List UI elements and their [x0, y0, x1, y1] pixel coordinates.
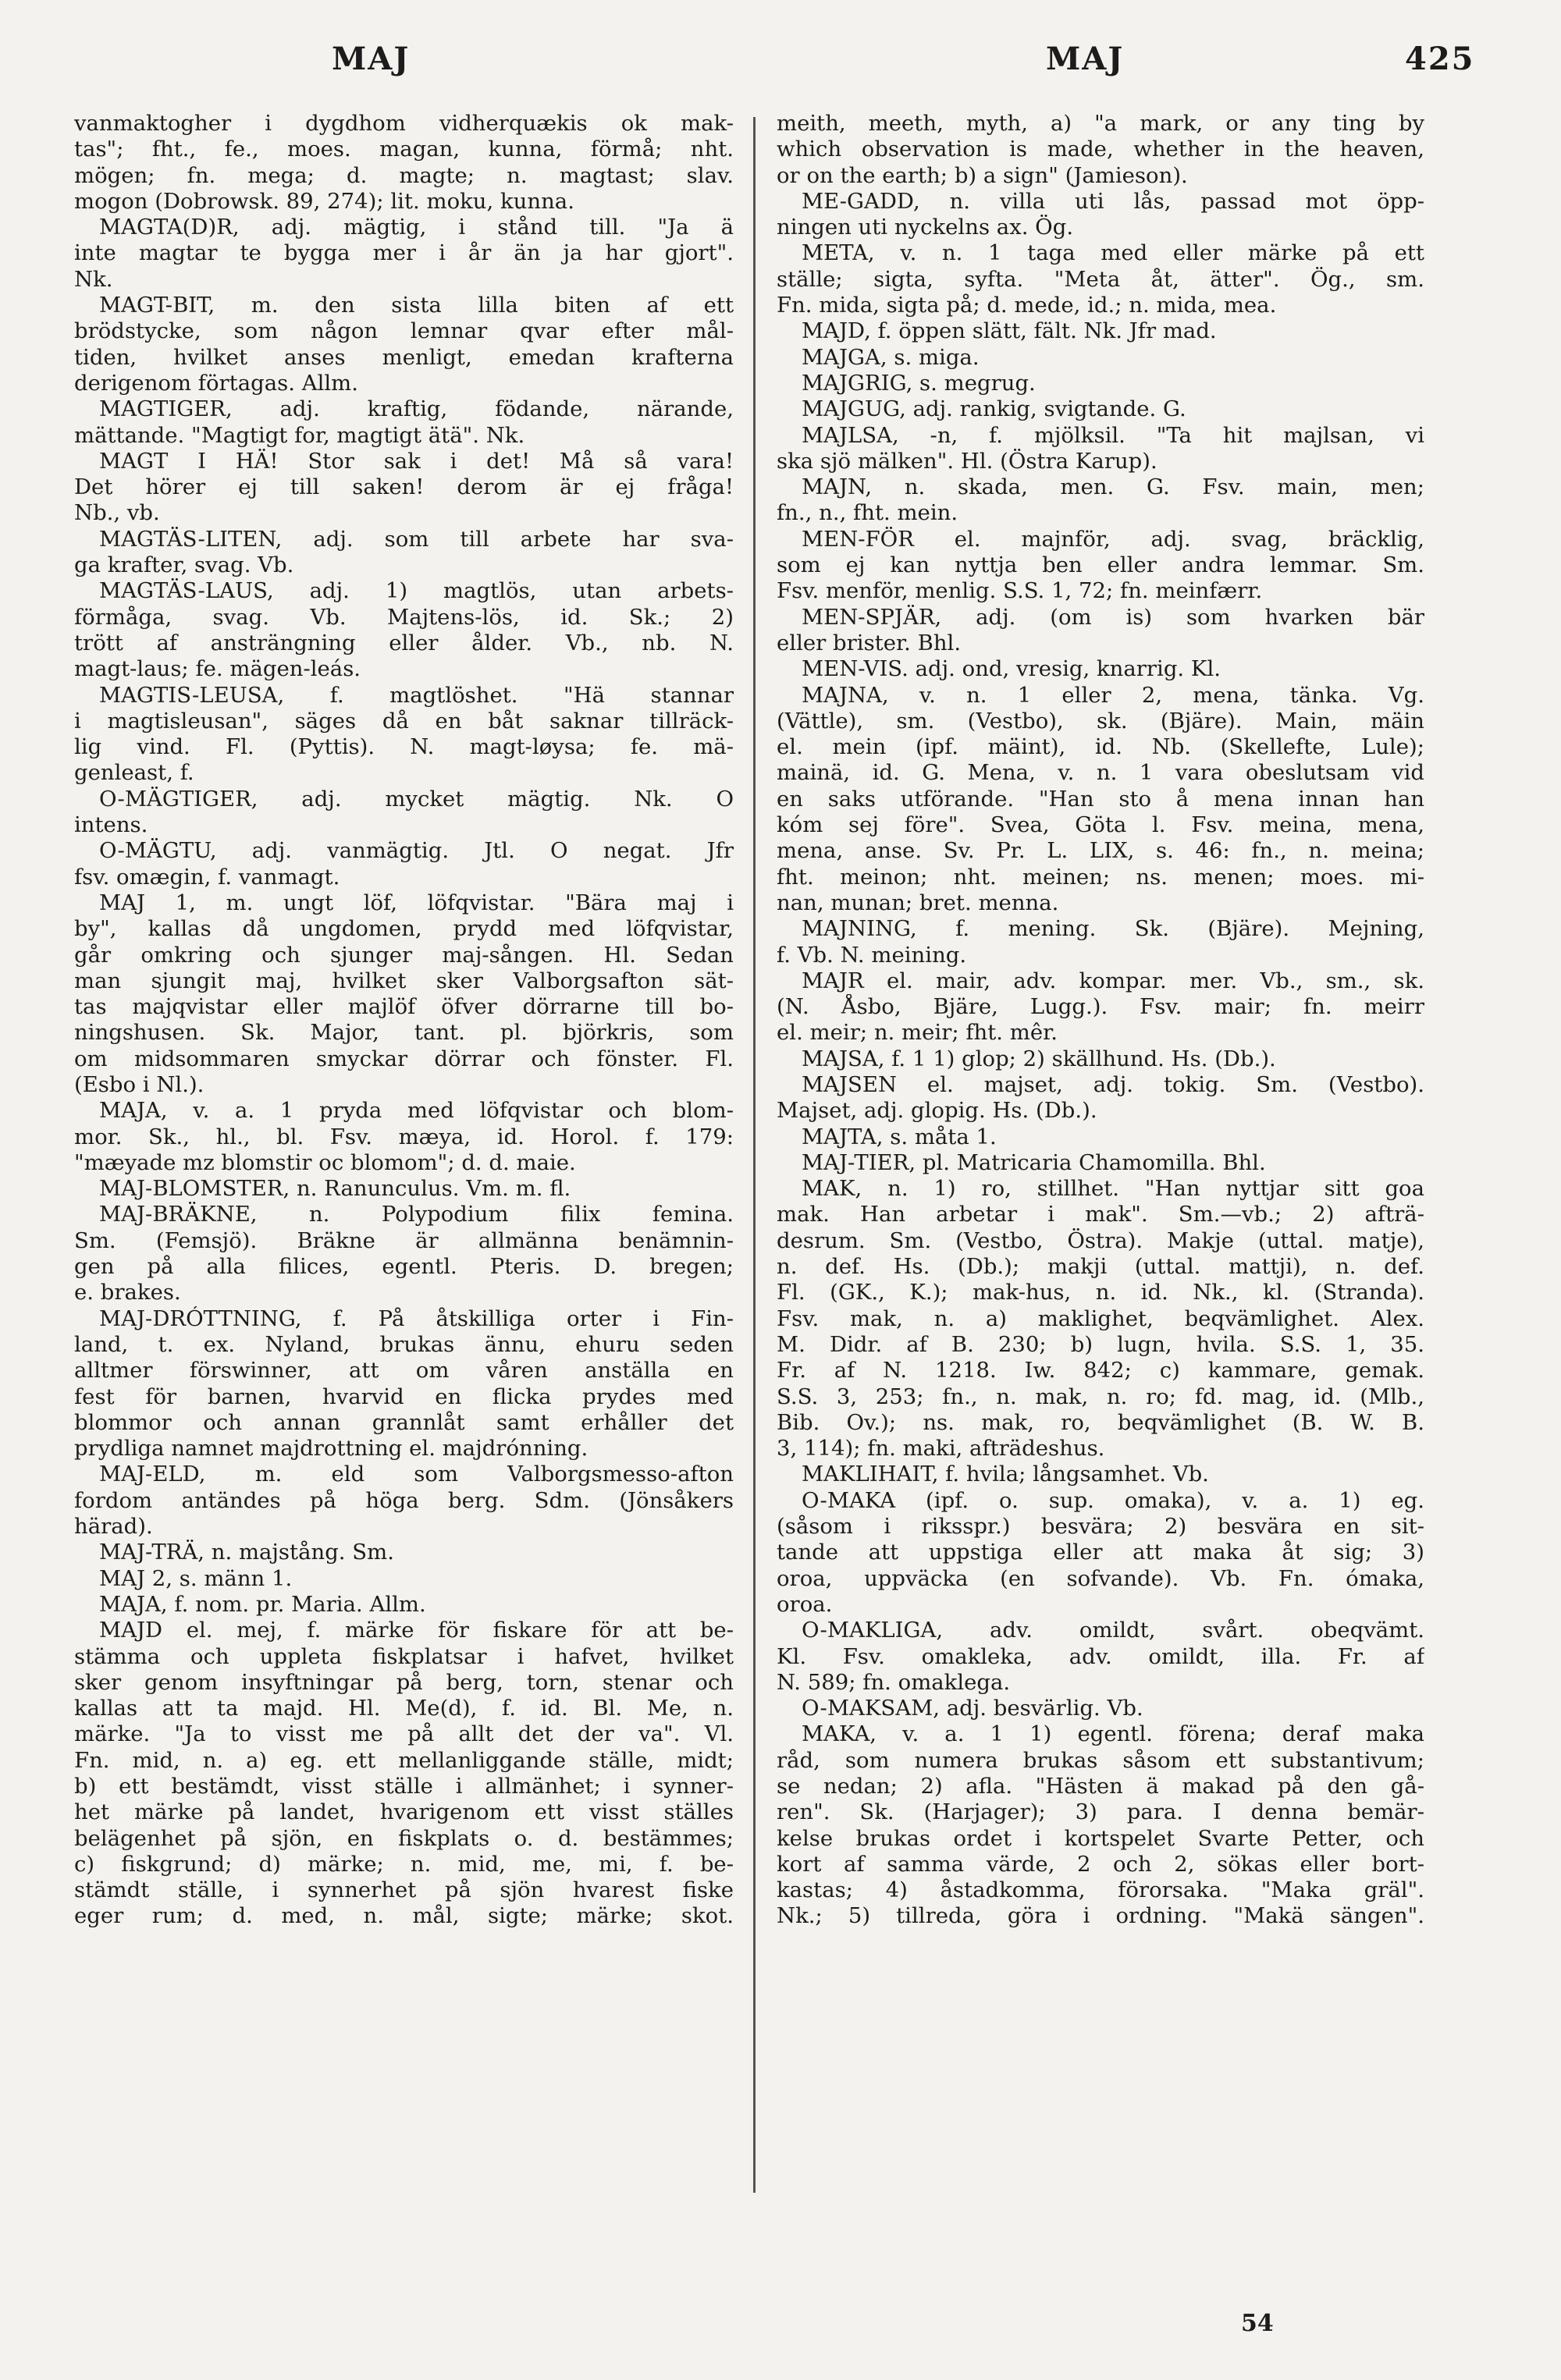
text-line: eger rum; d. med, n. mål, sigte; märke; skot.	[74, 1903, 734, 1929]
text-line: tiden, hvilket anses menligt, emedan krafterna	[74, 344, 734, 370]
text-line: mor. Sk., hl., bl. Fsv. mæya, id. Horol. f. 179:	[74, 1124, 734, 1149]
text-line: MAJ-TIER, pl. Matricaria Chamomilla. Bhl.	[802, 1149, 1266, 1175]
text-line: mättande. "Magtigt for, magtigt ätä". Nk.	[74, 422, 525, 448]
text-line: derigenom förtagas. Allm.	[74, 370, 358, 396]
text-line: c) fiskgrund; d) märke; n. mid, me, mi, f. be-	[74, 1851, 734, 1877]
text-line: i magtisleusan", säges då en båt saknar tillräck-	[74, 708, 734, 734]
text-line: MAJSA, f. 1 1) glop; 2) skällhund. Hs. (Db.).	[802, 1046, 1276, 1071]
text-line: Fn. mida, sigta på; d. mede, id.; n. mida, mea.	[777, 293, 1277, 318]
text-line: Bib. Ov.); ns. mak, ro, beqvämlighet (B. W. B.	[777, 1409, 1424, 1435]
text-line: MAJA, v. a. 1 pryda med löfqvistar och blom-	[99, 1098, 734, 1124]
text-line: MEN-SPJÄR, adj. (om is) som hvarken bär	[802, 604, 1424, 630]
text-line: O-MAKSAM, adj. besvärlig. Vb.	[802, 1696, 1143, 1721]
text-line: Fsv. mak, n. a) maklighet, beqvämlighet. Alex.	[777, 1305, 1424, 1331]
text-line: inte magtar te bygga mer i år än ja har gjort".	[74, 240, 734, 266]
text-line: se nedan; 2) afla. "Hästen ä makad på den gå-	[777, 1774, 1424, 1799]
text-line: intens.	[74, 812, 148, 838]
text-line: e. brakes.	[74, 1280, 181, 1305]
text-line: het märke på landet, hvarigenom ett visst ställes	[74, 1799, 734, 1825]
running-head-left: MAJ	[332, 41, 411, 77]
text-line: prydliga namnet majdrottning el. majdrónning.	[74, 1436, 588, 1462]
text-line: MAGTÄS-LITEN, adj. som till arbete har sva-	[99, 526, 734, 552]
text-line: MAJR el. mair, adv. kompar. mer. Vb., sm., sk.	[802, 968, 1424, 993]
text-line: ME-GADD, n. villa uti lås, passad mot öpp-	[802, 188, 1424, 214]
text-line: sker genom insyftningar på berg, torn, stenar och	[74, 1669, 734, 1695]
text-line: MAGTÄS-LAUS, adj. 1) magtlös, utan arbets-	[99, 578, 734, 604]
text-line: MAK, n. 1) ro, stillhet. "Han nyttjar sitt goa	[802, 1176, 1424, 1202]
text-line: Det hörer ej till saken! derom är ej fråga!	[74, 474, 734, 500]
text-line: om midsommaren smyckar dörrar och fönster. Fl.	[74, 1046, 734, 1071]
text-line: Fr. af N. 1218. Iw. 842; c) kammare, gemak.	[777, 1358, 1424, 1384]
text-line: MAJ-BLOMSTER, n. Ranunculus. Vm. m. fl.	[99, 1176, 571, 1202]
text-line: brödstycke, som någon lemnar qvar efter mål-	[74, 318, 734, 344]
text-line: råd, som numera brukas såsom ett substantivum;	[777, 1747, 1424, 1773]
text-line: kóm sej före". Svea, Göta l. Fsv. meina, mena,	[777, 812, 1424, 838]
text-line: ningshusen. Sk. Major, tant. pl. björkris, som	[74, 1020, 734, 1046]
text-line: stämdt ställe, i synnerhet på sjön hvarest fiske	[74, 1877, 734, 1903]
text-line: O-MAKLIGA, adv. omildt, svårt. obeqvämt.	[802, 1618, 1424, 1643]
text-line: MAKA, v. a. 1 1) egentl. förena; deraf maka	[802, 1721, 1424, 1747]
text-line: lig vind. Fl. (Pyttis). N. magt-løysa; fe. mä-	[74, 734, 734, 760]
text-line: mak. Han arbetar i mak". Sm.—vb.; 2) afträ-	[777, 1202, 1424, 1227]
text-line: oroa.	[777, 1591, 833, 1617]
text-line: MAKLIHAIT, f. hvila; långsamhet. Vb.	[802, 1462, 1209, 1487]
text-line: land, t. ex. Nyland, brukas ännu, ehuru seden	[74, 1331, 734, 1357]
text-line: MEN-VIS. adj. ond, vresig, knarrig. Kl.	[802, 656, 1221, 682]
text-line: MAJGUG, adj. rankig, svigtande. G.	[802, 396, 1186, 422]
page-number: 425	[1405, 41, 1475, 77]
text-line: O-MÄGTIGER, adj. mycket mägtig. Nk. O	[99, 786, 734, 812]
text-line: kallas att ta majd. Hl. Me(d), f. id. Bl. Me, n.	[74, 1696, 734, 1721]
text-line: (såsom i riksspr.) besvära; 2) besvära en sit-	[777, 1514, 1424, 1540]
text-line: M. Didr. af B. 230; b) lugn, hvila. S.S. 1, 35.	[777, 1331, 1424, 1357]
text-line: MAJTA, s. måta 1.	[802, 1124, 997, 1149]
text-line: el. mein (ipf. mäint), id. Nb. (Skellefte, Lule);	[777, 734, 1424, 760]
text-line: MEN-FÖR el. majnför, adj. svag, bräcklig,	[802, 526, 1424, 552]
text-line: kort af samma värde, 2 och 2, sökas eller bort-	[777, 1851, 1424, 1877]
text-line: MAGTA(D)R, adj. mägtig, i stånd till. "Ja ä	[99, 215, 734, 240]
text-line: MAJNA, v. n. 1 eller 2, mena, tänka. Vg.	[802, 682, 1424, 708]
text-line: MAJ 2, s. männ 1.	[99, 1565, 293, 1591]
text-line: f. Vb. N. meining.	[777, 942, 967, 968]
text-line: härad).	[74, 1514, 153, 1540]
text-line: man sjungit maj, hvilket sker Valborgsafton sät-	[74, 968, 734, 993]
text-line: desrum. Sm. (Vestbo, Östra). Makje (uttal. matje),	[777, 1227, 1424, 1253]
text-line: tande att uppstiga eller att maka åt sig; 3)	[777, 1540, 1424, 1565]
text-line: alltmer förswinner, att om våren anställa en	[74, 1358, 734, 1384]
text-line: fht. meinon; nht. meinen; ns. menen; moes. mi-	[777, 864, 1424, 890]
text-line: Nk.; 5) tillreda, göra i ordning. "Makä sängen".	[777, 1903, 1424, 1929]
text-line: trött af ansträngning eller ålder. Vb., nb. N.	[74, 630, 734, 655]
text-line: meith, meeth, myth, a) "a mark, or any ting by	[777, 111, 1424, 136]
text-line: kelse brukas ordet i kortspelet Svarte Petter, och	[777, 1825, 1424, 1851]
text-line: Fsv. menför, menlig. S.S. 1, 72; fn. meinfærr.	[777, 578, 1263, 604]
text-line: MAGT I HÄ! Stor sak i det! Må så vara!	[99, 448, 734, 474]
text-line: META, v. n. 1 taga med eller märke på ett	[802, 240, 1424, 266]
left-column	[74, 111, 734, 1930]
text-line: fn., n., fht. mein.	[777, 500, 958, 526]
text-line: MAJ-DRÓTTNING, f. På åtskilliga orter i Fin-	[99, 1305, 734, 1331]
text-line: tas majqvistar eller majlöf öfver dörrarne till bo-	[74, 994, 734, 1020]
text-line: mogon (Dobrowsk. 89, 274); lit. moku, kunna.	[74, 188, 574, 214]
text-line: oroa, uppväcka (en sofvande). Vb. Fn. ómaka,	[777, 1565, 1424, 1591]
text-line: förmåga, svag. Vb. Majtens-lös, id. Sk.; 2)	[74, 604, 734, 630]
text-line: MAJD, f. öppen slätt, fält. Nk. Jfr mad.	[802, 318, 1217, 344]
text-line: which observation is made, whether in the heaven,	[777, 137, 1424, 162]
text-line: (N. Åsbo, Bjäre, Lugg.). Fsv. mair; fn. meirr	[777, 994, 1424, 1020]
text-line: nan, munan; bret. menna.	[777, 890, 1059, 915]
text-line: belägenhet på sjön, en fiskplats o. d. bestämmes;	[74, 1825, 734, 1851]
text-line: MAJ-BRÄKNE, n. Polypodium filix femina.	[99, 1202, 734, 1227]
text-line: by", kallas då ungdomen, prydd med löfqvistar,	[74, 916, 734, 942]
text-line: en saks utförande. "Han sto å mena innan han	[777, 786, 1424, 812]
text-line: MAJA, f. nom. pr. Maria. Allm.	[99, 1591, 426, 1617]
text-line: gen på alla filices, egentl. Pteris. D. bregen;	[74, 1254, 734, 1280]
text-line: Sm. (Femsjö). Bräkne är allmänna benämnin-	[74, 1227, 734, 1253]
text-line: 3, 114); fn. maki, afträdeshus.	[777, 1436, 1105, 1462]
text-line: MAJSEN el. majset, adj. tokig. Sm. (Vestbo).	[802, 1071, 1424, 1097]
text-line: MAJD el. mej, f. märke för fiskare för att be-	[99, 1618, 734, 1643]
text-line: fsv. omægin, f. vanmagt.	[74, 864, 340, 890]
text-line: O-MÄGTU, adj. vanmägtig. Jtl. O negat. Jfr	[99, 838, 734, 864]
text-line: mainä, id. G. Mena, v. n. 1 vara obeslutsam vid	[777, 760, 1424, 786]
text-line: N. 589; fn. omaklega.	[777, 1669, 1011, 1695]
text-line: ska sjö mälken". Hl. (Östra Karup).	[777, 448, 1157, 474]
text-line: ställe; sigta, syfta. "Meta åt, ätter". Ög., sm.	[777, 266, 1424, 292]
text-line: MAJ 1, m. ungt löf, löfqvistar. "Bära maj i	[99, 890, 734, 915]
right-column	[777, 111, 1424, 1930]
text-line: MAJ-ELD, m. eld som Valborgsmesso-afton	[99, 1462, 734, 1487]
column-divider	[753, 117, 756, 2193]
text-line: Fl. (GK., K.); mak-hus, n. id. Nk., kl. (Stranda).	[777, 1280, 1424, 1305]
text-line: MAJ-TRÄ, n. majstång. Sm.	[99, 1540, 394, 1565]
text-line: ningen uti nyckelns ax. Ög.	[777, 215, 1074, 240]
text-line: Kl. Fsv. omakleka, adv. omildt, illa. Fr. af	[777, 1643, 1424, 1669]
text-line: mena, anse. Sv. Pr. L. LIX, s. 46: fn., n. meina;	[777, 838, 1424, 864]
text-line: magt-laus; fe. mägen-leás.	[74, 656, 361, 682]
text-line: O-MAKA (ipf. o. sup. omaka), v. a. 1) eg.	[802, 1487, 1424, 1513]
text-line: MAGTIS-LEUSA, f. magtlöshet. "Hä stannar	[99, 682, 734, 708]
text-line: MAJGA, s. miga.	[802, 344, 980, 370]
text-line: märke. "Ja to visst me på allt det der va". Vl.	[74, 1721, 734, 1747]
text-line: ga krafter, svag. Vb.	[74, 552, 294, 578]
running-head-right: MAJ	[1046, 41, 1125, 77]
text-line: MAGTIGER, adj. kraftig, födande, närande,	[99, 396, 734, 422]
text-line: MAJN, n. skada, men. G. Fsv. main, men;	[802, 474, 1424, 500]
text-line: stämma och uppleta fiskplatsar i hafvet, hvilket	[74, 1643, 734, 1669]
text-line: (Esbo i Nl.).	[74, 1071, 204, 1097]
text-line: mögen; fn. mega; d. magte; n. magtast; slav.	[74, 162, 734, 188]
text-line: går omkring och sjunger maj-sången. Hl. Sedan	[74, 942, 734, 968]
text-line: n. def. Hs. (Db.); makji (uttal. mattji), n. def.	[777, 1254, 1424, 1280]
text-line: tas"; fht., fe., moes. magan, kunna, förmå; nht.	[74, 137, 734, 162]
text-line: vanmaktogher i dygdhom vidherquækis ok mak-	[74, 111, 734, 136]
text-line: Majset, adj. glopig. Hs. (Db.).	[777, 1098, 1097, 1124]
text-line: "mæyade mz blomstir oc blomom"; d. d. maie.	[74, 1149, 576, 1175]
text-line: fordom antändes på höga berg. Sdm. (Jönsåkers	[74, 1487, 734, 1513]
text-line: MAJGRIG, s. megrug.	[802, 370, 1036, 396]
text-line: MAJNING, f. mening. Sk. (Bjäre). Mejning,	[802, 916, 1424, 942]
text-line: eller brister. Bhl.	[777, 630, 962, 655]
text-line: or on the earth; b) a sign" (Jamieson).	[777, 162, 1188, 188]
text-line: Nk.	[74, 266, 113, 292]
text-line: b) ett bestämdt, visst ställe i allmänhet; i synner-	[74, 1774, 734, 1799]
text-line: blommor och annan grannlåt samt erhåller det	[74, 1409, 734, 1435]
text-line: S.S. 3, 253; fn., n. mak, n. ro; fd. mag, id. (Mlb.,	[777, 1384, 1424, 1409]
text-line: fest för barnen, hvarvid en flicka prydes med	[74, 1384, 734, 1409]
text-line: MAGT-BIT, m. den sista lilla biten af ett	[99, 293, 734, 318]
text-line: (Vättle), sm. (Vestbo), sk. (Bjäre). Main, mäin	[777, 708, 1424, 734]
text-line: MAJLSA, -n, f. mjölksil. "Ta hit majlsan, vi	[802, 422, 1424, 448]
text-line: Fn. mid, n. a) eg. ett mellanliggande ställe, midt;	[74, 1747, 734, 1773]
text-line: ren". Sk. (Harjager); 3) para. I denna bemär-	[777, 1799, 1424, 1825]
signature-mark: 54	[1241, 2310, 1274, 2337]
text-line: som ej kan nyttja ben eller andra lemmar. Sm.	[777, 552, 1424, 578]
text-line: el. meir; n. meir; fht. mêr.	[777, 1020, 1058, 1046]
text-line: Nb., vb.	[74, 500, 160, 526]
text-line: genleast, f.	[74, 760, 194, 786]
text-line: kastas; 4) åstadkomma, förorsaka. "Maka gräl".	[777, 1877, 1424, 1903]
